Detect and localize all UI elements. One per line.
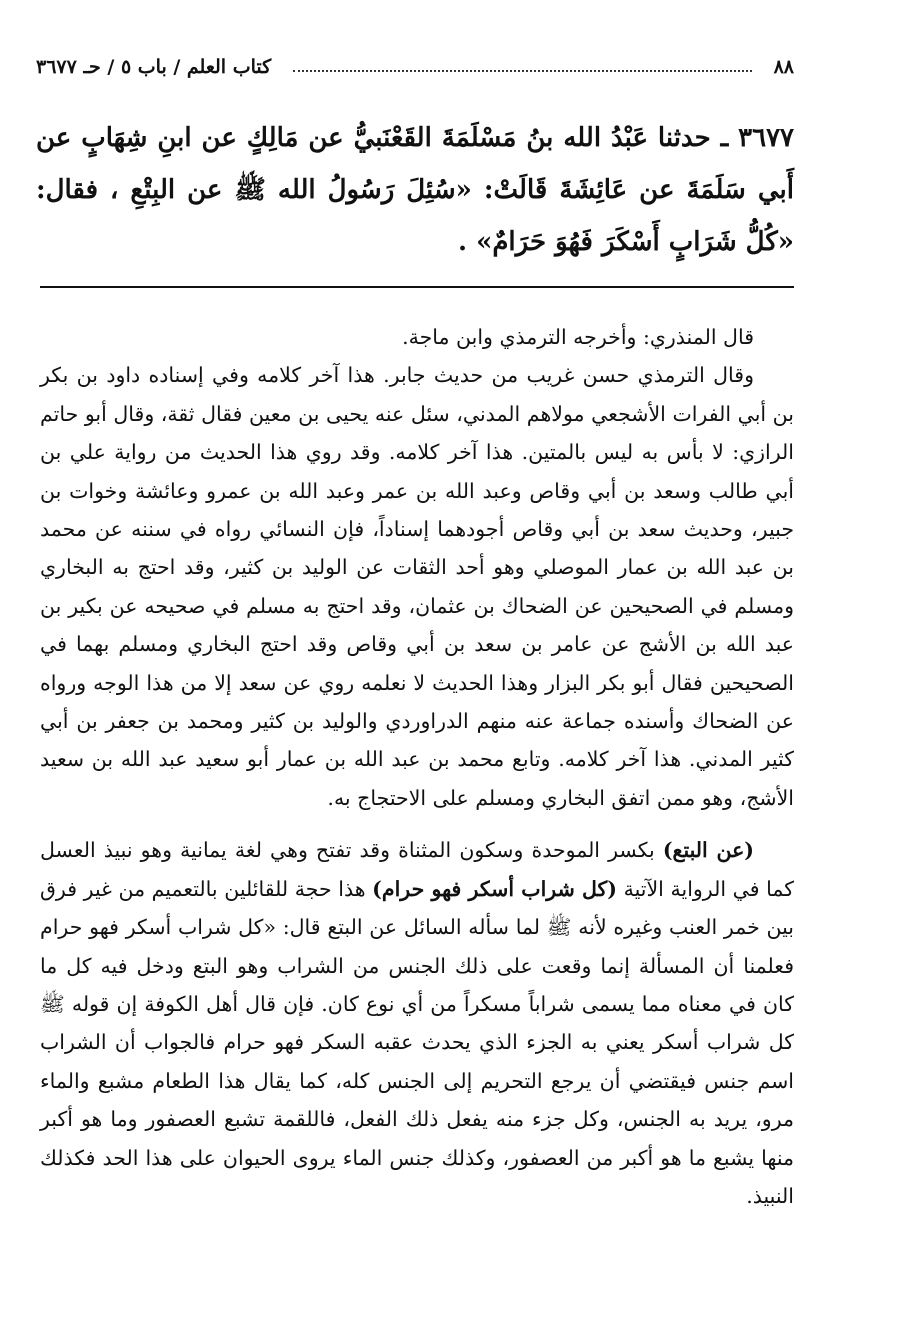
commentary-text-3b: هذا حجة للقائلين بالتعميم من غير فرق بين خمر العنب وغيره لأنه ﷺ لما سأله السائل عن البتع قال: «كل شراب أسكر فهو حرام فعلمنا أن المسألة إنما وقعت على ذلك الجنس من الشراب وهو البتع ودخل فيه كل ما كان في معناه مما يسمى شراباً مسكراً من أي نوع كان. فإن قال أهل الكوفة إن قوله ﷺ كل شراب أسكر يعني به الجزء الذي يحدث عقبه السكر فهو حرام فالجواب أن الشراب اسم جنس فيقتضي أن يرجع التحريم إلى الجنس كله، كما يقال هذا الطعام مشبع والماء مرو، يريد به الجنس، وكل جزء منه يفعل ذلك الفعل، فاللقمة تشبع العصفور وما هو أكبر منها يشبع ما هو أكبر من العصفور، وكذلك جنس الماء يروى الحيوان على هذا الحد فكذلك النبيذ. [40, 876, 794, 1208]
page-number: ٨٨ [773, 56, 794, 78]
commentary-paragraph-2: وقال الترمذي حسن غريب من حديث جابر. هذا آخر كلامه وفي إسناده داود بن بكر بن أبي الفرات الأشجعي مولاهم المدني، سئل عنه يحيى بن معين فقال ثقة، وقال أبو حاتم الرازي: لا بأس به ليس بالمتين. هذا آخر كلامه. وقد روي هذا الحديث من رواية علي بن أبي طالب وسعد بن أبي وقاص وعبد الله بن عمر وعبد الله بن عمرو وعائشة وخوات بن جبير، وحديث سعد بن أبي وقاص أجودهما إسناداً، فإن النسائي رواه في سننه عن محمد بن عبد الله بن عمار الموصلي وهو أحد الثقات عن الوليد بن كثير، وقد احتج به البخاري ومسلم في الصحيحين عن الضحاك بن عثمان، وقد احتج به مسلم في صحيحه عن بكير بن عبد الله بن الأشج عن عامر بن سعد بن أبي وقاص وقد احتج البخاري ومسلم بهما في الصحيحين فقال أبو بكر البزار وهذا الحديث لا نعلمه روي عن سعد إلا من هذا الوجه ورواه عن الضحاك وأسنده جماعة عنه منهم الدراوردي والوليد بن كثير ومحمد بن جعفر بن أبي كثير المدني. هذا آخر كلامه. وتابع محمد بن عبد الله بن عمار أبو سعيد عبد الله بن سعيد الأشج، وهو ممن اتفق البخاري ومسلم على الاحتجاج به. [40, 363, 794, 810]
commentary-text-3a: بكسر الموحدة وسكون المثناة وقد تفتح وهي لغة يمانية وهو نبيذ العسل كما في الرواية الآتية [40, 838, 795, 901]
separator-rule [40, 286, 794, 288]
term-al-bit: (عن البتع) [662, 838, 755, 863]
term-kull-sharab: (كل شراب أسكر فهو حرام) [372, 876, 617, 901]
dotted-leader [293, 70, 751, 72]
running-title: كتاب العلم / باب ٥ / حـ ٣٦٧٧ [36, 56, 272, 78]
commentary-paragraph-3 [40, 831, 794, 1215]
hadith-text: ٣٦٧٧ ـ حدثنا عَبْدُ الله بنُ مَسْلَمَةَ القَعْنَبيُّ عن مَالِكٍ عن ابنِ شِهَابٍ عن أَبي سَلَمَةَ عن عَائِشَةَ قَالَتْ: «سُئِلَ رَسُولُ الله ﷺ عن البِتْعِ ، فقال: «كُلُّ شَرَابٍ أَسْكَرَ فَهُوَ حَرَامٌ» . [36, 123, 794, 257]
page-header [36, 50, 794, 84]
commentary-paragraph-1: قال المنذري: وأخرجه الترمذي وابن ماجة. [402, 325, 754, 349]
commentary [40, 318, 794, 1215]
